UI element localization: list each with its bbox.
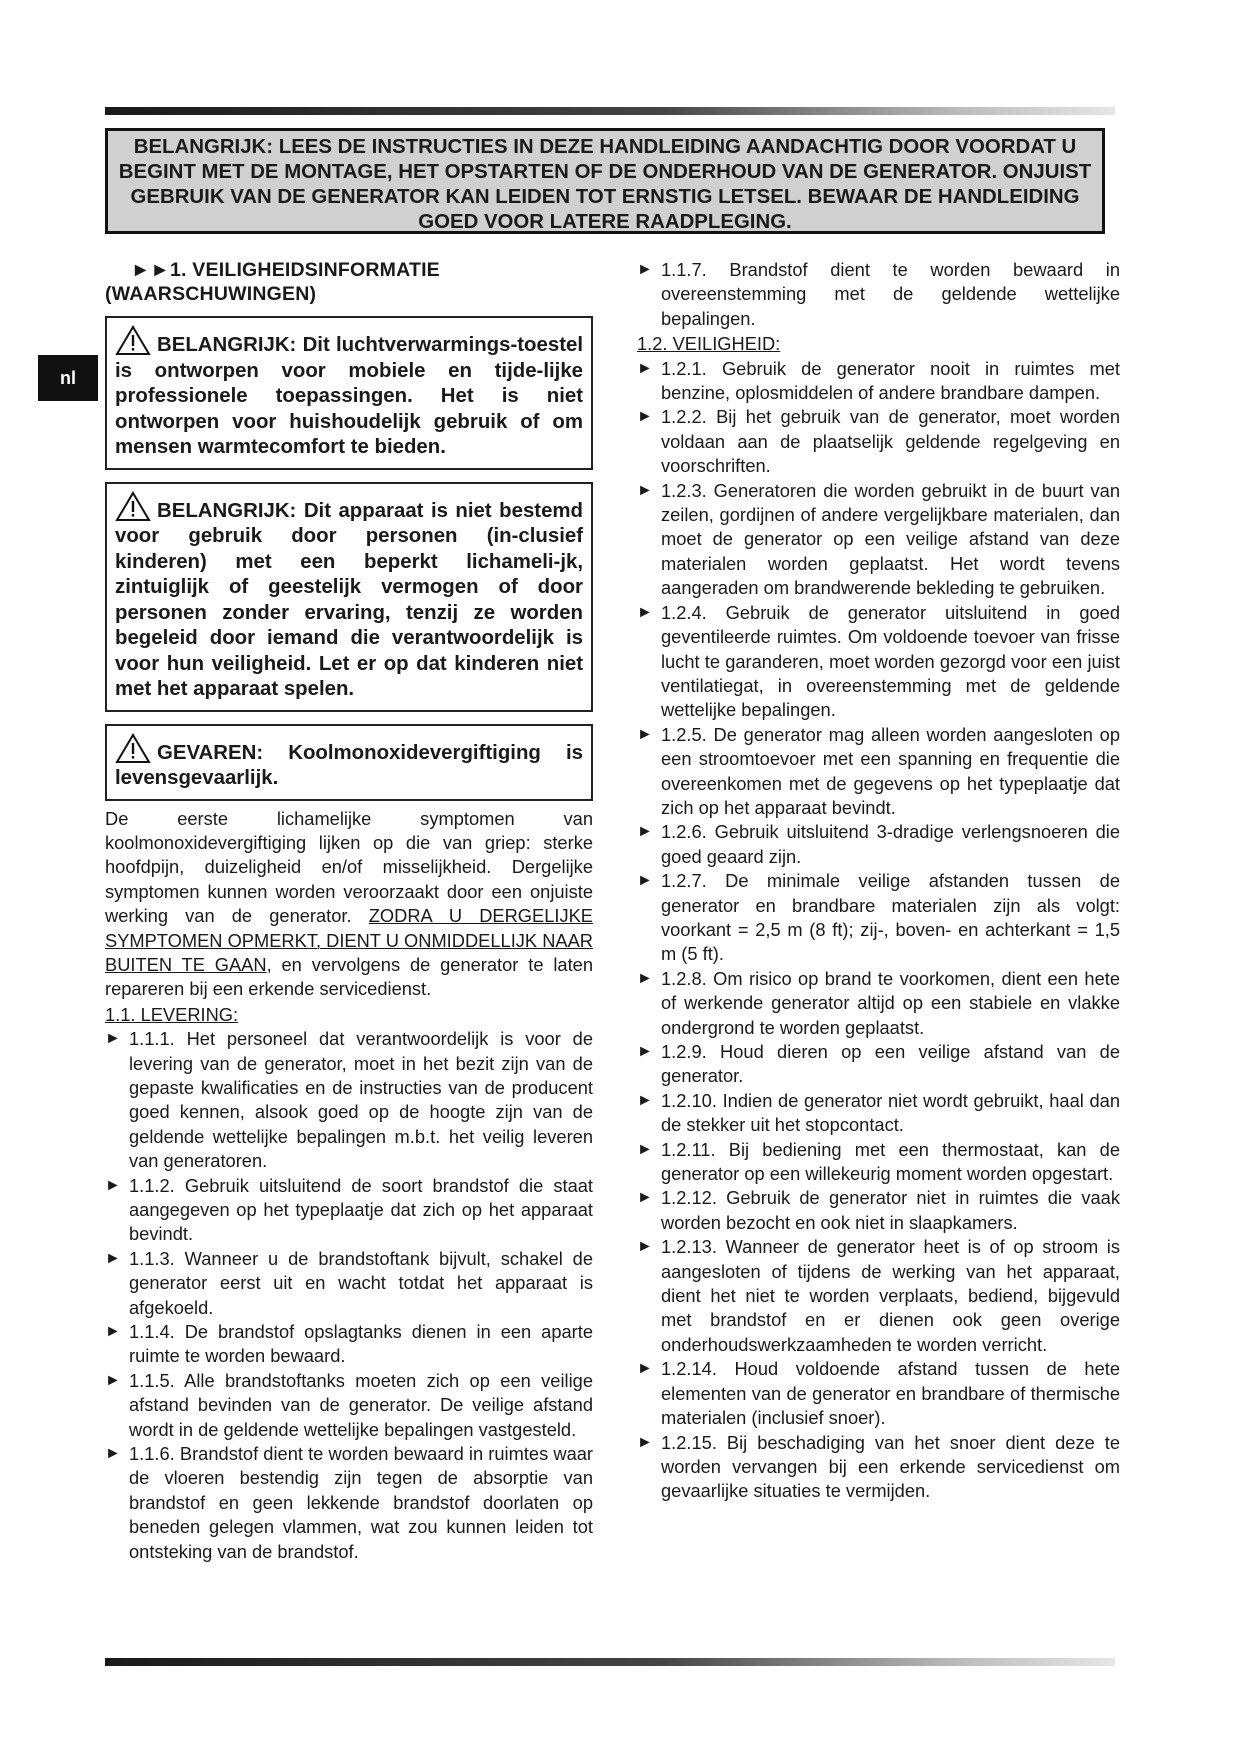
bullet-arrow-icon: ► <box>105 1323 121 1341</box>
item-number: 1.2.1. <box>661 357 707 379</box>
warning-box-persons <box>105 482 593 712</box>
item-number: 1.2.13. <box>661 1236 717 1258</box>
list-item <box>637 869 1120 967</box>
list-item <box>637 1235 1120 1357</box>
item-number: 1.2.5. <box>661 723 707 745</box>
top-divider <box>105 107 1115 115</box>
item-number: 1.2.11. <box>661 1138 716 1160</box>
bullet-arrow-icon: ► <box>637 1433 653 1451</box>
bullet-arrow-icon: ► <box>637 1189 653 1207</box>
bullet-arrow-icon: ► <box>637 359 653 377</box>
bullet-arrow-icon: ► <box>105 1371 121 1389</box>
bottom-divider <box>105 1658 1115 1666</box>
list-item <box>637 1431 1120 1504</box>
list-item <box>637 357 1120 406</box>
co-symptoms-paragraph <box>105 807 593 1002</box>
bullet-arrow-icon: ► <box>637 408 653 426</box>
warning-text: GEVAREN: Koolmonoxidevergiftiging is levensgevaarlijk. <box>115 741 583 789</box>
bullet-arrow-icon: ► <box>637 823 653 841</box>
item-text: Gebruik de generator uitsluitend in goed geventileerde ruimtes. Om voldoende toevoer van frisse lucht te garanderen, moet worden gezorgd voor een juist ventilatiegat, in overeenstemming met de geldende wettelijke bepalingen. <box>661 601 1120 721</box>
item-number: 1.2.8. <box>661 967 707 989</box>
item-text: Bij beschadiging van het snoer dient deze te worden vervangen bij een erkende servicedienst om gevaarlijke situaties te vermijden. <box>661 1431 1120 1502</box>
list-item <box>637 1357 1120 1430</box>
item-text: Wanneer de generator heet is of op stroom is aangesloten of tijdens de werking van het apparaat, dient het niet te worden verplaats, bediend, bijgevuld met brandstof en er dienen ook geen overige onderhoudswerkzaamheden te worden verricht. <box>661 1236 1120 1355</box>
warning-triangle-icon <box>115 325 151 356</box>
warning-text: BELANGRIJK: Dit luchtverwarmings-toestel is ontworpen voor mobiele en tijde-lijke professionele toepassingen. Het is niet ontworpen voor huishoudelijk gebruik of om mensen warmtecomfort te bieden. <box>115 334 583 458</box>
bullet-arrow-icon: ► <box>637 481 653 499</box>
bullet-arrow-icon: ► <box>105 1176 121 1194</box>
list-item <box>637 258 1120 331</box>
list-item <box>637 479 1120 601</box>
item-number: 1.2.15. <box>661 1431 717 1453</box>
item-number: 1.1.4. <box>129 1321 175 1343</box>
list-item <box>105 1320 593 1369</box>
warning-box-co <box>105 724 593 801</box>
item-text: Wanneer u de brandstoftank bijvult, schakel de generator eerst uit en wacht totdat het apparaat is afgekoeld. <box>129 1247 593 1318</box>
bullet-arrow-icon: ► <box>637 603 653 621</box>
list-item <box>105 1027 593 1173</box>
warning-box-heater-use <box>105 316 593 470</box>
item-text: Om risico op brand te voorkomen, dient een hete of werkende generator altijd op een stabiele en vlakke ondergrond te worden geplaatst. <box>661 967 1120 1038</box>
list-item <box>637 967 1120 1040</box>
section-title-line1: 1. VEILIGHEIDSINFORMATIE <box>170 259 440 281</box>
item-number: 1.2.4. <box>661 601 707 623</box>
left-column <box>105 258 593 1564</box>
item-text: Alle brandstoftanks moeten zich op een veilige afstand bevinden van de generator. De veilige afstand wordt in de geldende wettelijke bepalingen vastgesteld. <box>129 1369 593 1440</box>
co-text-underlined: ZODRA U DERGELIJKE SYMPTOMEN OPMERKT, DIENT U ONMIDDELLIJK NAAR BUITEN TE GAAN <box>105 905 593 975</box>
item-number: 1.1.3. <box>129 1247 175 1269</box>
co-text-before: De eerste lichamelijke symptomen van koolmonoxidevergiftiging lijken op die van griep: sterke hoofdpijn, duizeligheid en/of misselijkheid. Dergelijke symptomen kunnen worden veroorzaakt door een onjuiste werking van de generator. <box>105 807 593 927</box>
subsection-title-safety: 1.2. VEILIGHEID: <box>637 333 781 355</box>
bullet-arrow-icon: ► <box>637 1043 653 1060</box>
item-text: Generatoren die worden gebruikt in de buurt van zeilen, gordijnen of andere vergelijkbare materialen, dan moet de generator op een veilige afstand van deze materialen worden geplaatst. Het wordt tevens aangeraden om brandwerende bekleding te gebruiken. <box>661 479 1120 599</box>
bullet-arrow-icon: ► <box>637 1140 653 1158</box>
bullet-arrow-icon: ► <box>637 872 653 890</box>
item-text: Houd dieren op een veilige afstand van de generator. <box>661 1041 1120 1087</box>
list-item <box>637 601 1120 723</box>
list-item <box>637 1040 1120 1089</box>
item-number: 1.2.14. <box>661 1358 717 1380</box>
item-text: De minimale veilige afstanden tussen de generator en brandbare materialen zijn als volgt: voorkant = 2,5 m (8 ft); zij-, boven- en achterkant = 1,5 m (5 ft). <box>661 870 1120 965</box>
item-text: Indien de generator niet wordt gebruikt, haal dan de stekker uit het stopcontact. <box>661 1089 1120 1136</box>
item-text: Gebruik de generator nooit in ruimtes met benzine, oplosmiddelen of andere brandbare dampen. <box>661 357 1120 404</box>
warning-text: BELANGRIJK: Dit apparaat is niet bestemd voor gebruik door personen (in-clusief kinderen) met een beperkt lichameli-jk, zintuiglijk of geestelijk vermogen of door personen zonder ervaring, tenzij ze worden begeleid door iemand die verantwoordelijk is voor hun veiligheid. Let er op dat kinderen niet met het apparaat spelen. <box>115 499 583 700</box>
section-arrows: ►► <box>131 259 171 281</box>
bullet-arrow-icon: ► <box>637 969 653 987</box>
warning-triangle-icon <box>115 491 151 522</box>
list-item <box>105 1442 593 1564</box>
section-title <box>105 258 593 306</box>
bullet-arrow-icon: ► <box>637 261 653 278</box>
item-number: 1.1.6. <box>129 1443 175 1465</box>
item-number: 1.2.3. <box>661 479 707 501</box>
item-number: 1.2.10. <box>661 1089 717 1111</box>
list-item <box>637 820 1120 869</box>
item-number: 1.2.2. <box>661 406 707 428</box>
item-number: 1.1.7. <box>661 259 707 280</box>
item-number: 1.1.1. <box>129 1028 175 1050</box>
item-text: Brandstof dient te worden bewaard in ruimtes waar de vloeren bestendig zijn tegen de absorptie van brandstof en geen lekkende brandstof doorlaten op beneden gelegen vlammen, wat zou kunnen leiden tot ontsteking van de brandstof. <box>129 1443 593 1562</box>
bullet-arrow-icon: ► <box>637 1360 653 1378</box>
delivery-list-continued <box>637 258 1120 331</box>
item-text: Het personeel dat verantwoordelijk is voor de levering van de generator, moet in het bezit zijn van de gepaste kwalificaties en de instructies van de producent goed kennen, alsook goed op de hoogte zijn van de geldende wettelijke bepalingen m.b.t. het veilig leveren van generatoren. <box>129 1028 593 1172</box>
item-text: De generator mag alleen worden aangesloten op een stroomtoevoer met een spanning en frequentie die overeenkomen met de gegevens op het typeplaatje dat zich op het apparaat bevindt. <box>661 723 1120 818</box>
item-text: Bij het gebruik van de generator, moet worden voldaan aan de plaatselijk geldende regelgeving en voorschriften. <box>661 406 1120 477</box>
warning-triangle-icon <box>115 733 151 764</box>
item-text: Bij bediening met een thermostaat, kan de generator op een willekeurig moment worden opgestart. <box>661 1138 1120 1185</box>
item-number: 1.2.12. <box>661 1187 717 1209</box>
item-text: De brandstof opslagtanks dienen in een aparte ruimte te worden bewaard. <box>129 1321 593 1367</box>
item-number: 1.1.2. <box>129 1174 175 1196</box>
bullet-arrow-icon: ► <box>637 1238 653 1256</box>
list-item <box>637 1089 1120 1138</box>
bullet-arrow-icon: ► <box>105 1249 121 1267</box>
list-item <box>637 1138 1120 1187</box>
item-text: Brandstof dient te worden bewaard in overeenstemming met de geldende wettelijke bepalingen. <box>661 259 1120 329</box>
item-text: Gebruik uitsluitend 3-dradige verlengsnoeren die goed geaard zijn. <box>661 821 1120 867</box>
safety-list <box>637 357 1120 1504</box>
item-number: 1.1.5. <box>129 1369 175 1391</box>
list-item <box>105 1174 593 1247</box>
subsection-title-delivery: 1.1. LEVERING: <box>105 1003 239 1025</box>
list-item <box>105 1247 593 1320</box>
right-column <box>637 258 1120 1504</box>
delivery-list <box>105 1027 593 1564</box>
item-number: 1.2.6. <box>661 821 707 843</box>
item-text: Gebruik de generator niet in ruimtes die vaak worden bezocht en ook niet in slaapkamers. <box>661 1187 1120 1233</box>
item-text: Houd voldoende afstand tussen de hete elementen van de generator en brandbare of thermische materialen (inclusief snoer). <box>661 1358 1120 1429</box>
item-number: 1.2.7. <box>661 870 707 892</box>
list-item <box>637 723 1120 821</box>
language-tab: nl <box>38 355 98 401</box>
bullet-arrow-icon: ► <box>105 1030 121 1048</box>
bullet-arrow-icon: ► <box>637 725 653 743</box>
list-item <box>105 1369 593 1442</box>
item-text: Gebruik uitsluitend de soort brandstof die staat aangegeven op het typeplaatje dat zich op het apparaat bevindt. <box>129 1174 593 1245</box>
bullet-arrow-icon: ► <box>105 1445 121 1463</box>
important-notice-box: BELANGRIJK: LEES DE INSTRUCTIES IN DEZE HANDLEIDING AANDACHTIG DOOR VOORDAT U BEGINT MET DE MONTAGE, HET OPSTARTEN OF DE ONDERHOUD VAN DE GENERATOR. ONJUIST GEBRUIK VAN DE GENERATOR KAN LEIDEN TOT ERNSTIG LETSEL. BEWAAR DE HANDLEIDING GOED VOOR LATERE RAADPLEGING. <box>105 128 1105 234</box>
item-number: 1.2.9. <box>661 1041 707 1062</box>
bullet-arrow-icon: ► <box>637 1091 653 1109</box>
co-text-after: , en vervolgens de generator te laten repareren bij een erkende servicedienst. <box>105 953 593 1000</box>
section-title-line2: (WAARSCHUWINGEN) <box>105 283 317 305</box>
list-item <box>637 1186 1120 1235</box>
list-item <box>637 405 1120 478</box>
